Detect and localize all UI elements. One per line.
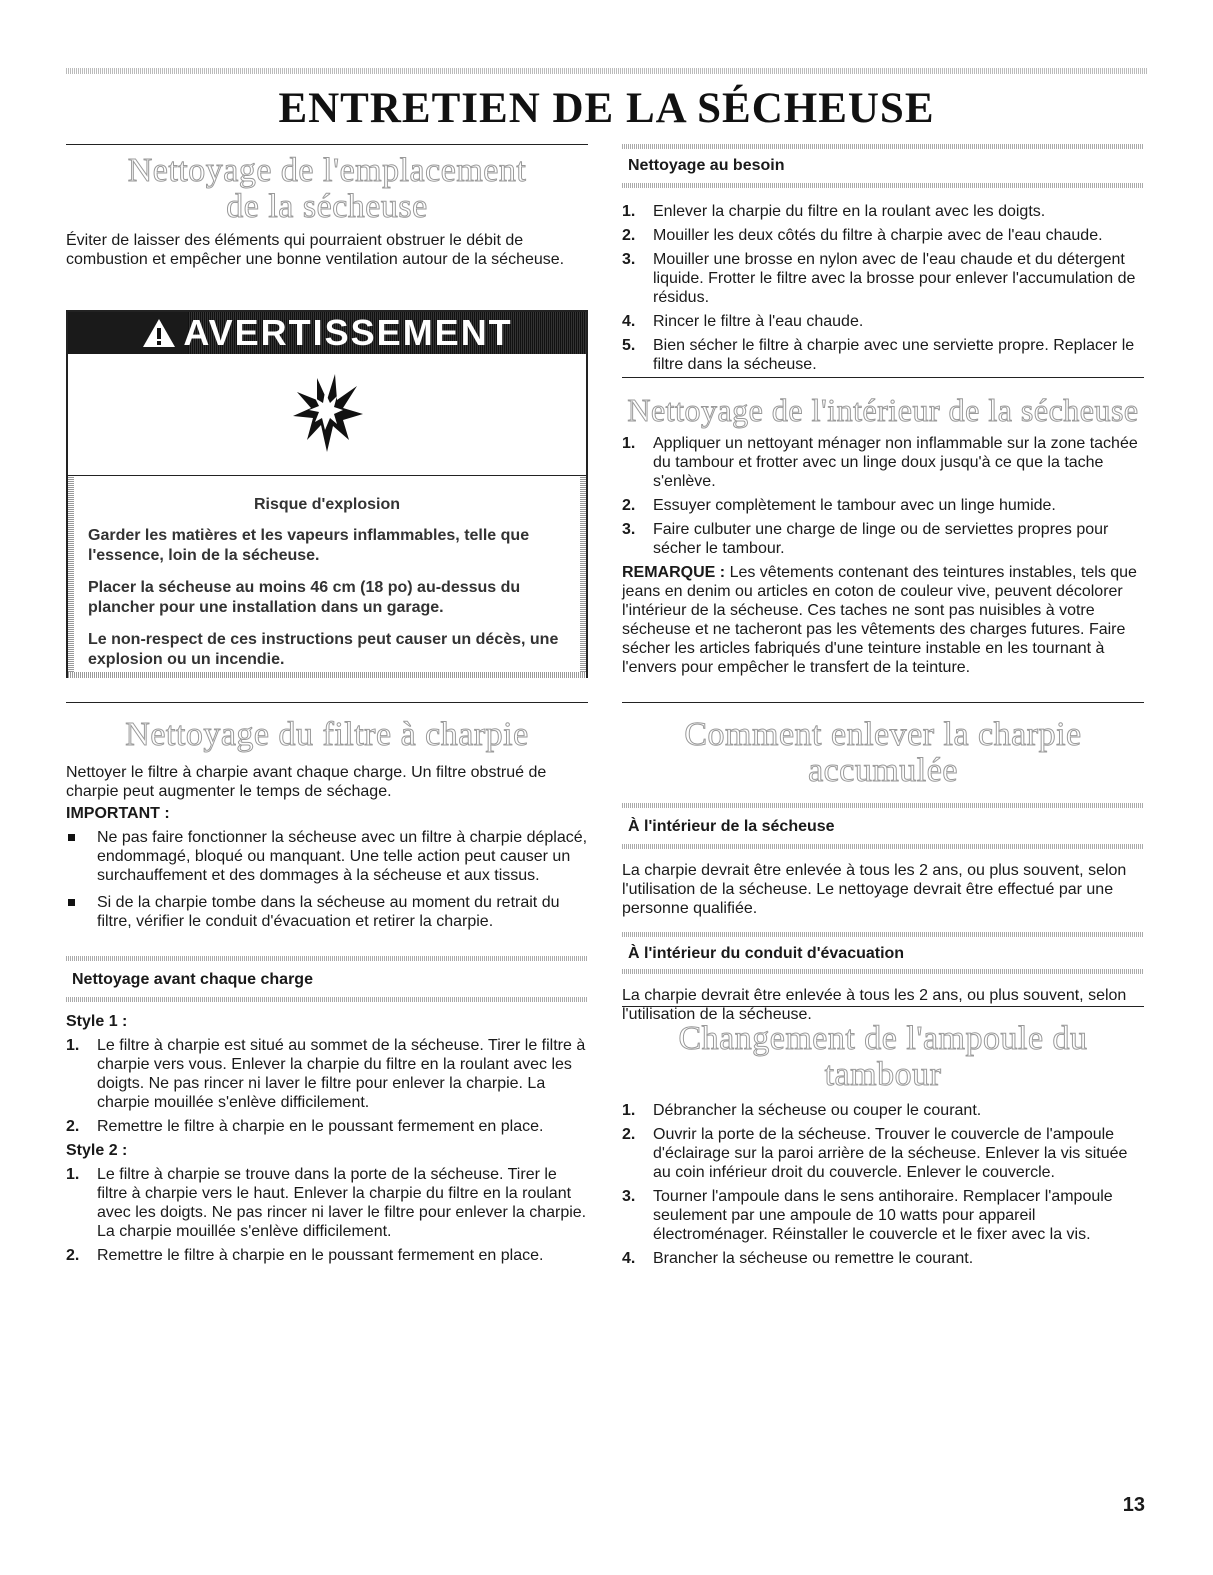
subhead: Nettoyage avant chaque charge <box>72 971 313 988</box>
top-decorative-bar <box>66 68 1148 74</box>
warning-triangle-icon <box>141 317 177 349</box>
style2-label: Style 2 : <box>66 1142 128 1159</box>
hatch-rule <box>622 183 1144 188</box>
subhead: À l'intérieur de la sécheuse <box>628 818 835 835</box>
list-item: 1. Le filtre à charpie se trouve dans la porte de la sécheuse. Tirer le filtre à charpie vers le haut. Enlever la charpie du filtre en la roulant avec les doigts. Ne pas rincer ni laver le filtre pour enlever la charpie. La charpie mouillée s'enlève difficilement. <box>66 1166 587 1240</box>
list-item: 3. Tourner l'ampoule dans le sens antihoraire. Remplacer l'ampoule seulement par une ampoule de 10 watts pour appareil électroménager. Réinstaller le couvercle et le fixer avec la vis. <box>622 1188 1113 1243</box>
ampoule-steps <box>622 1101 1144 1268</box>
list-item: 3. Mouiller une brosse en nylon avec de l'eau chaude et du détergent liquide. Frotter le filtre avec la brosse pour enlever l'accumulation de résidus. <box>622 251 1136 306</box>
hatch-rule <box>622 844 1144 849</box>
section-title-line2: tambour <box>824 1056 942 1093</box>
section-ampoule <box>622 1006 1144 1273</box>
list-item: 2. Essuyer complètement le tambour avec un linge humide. <box>622 497 1056 514</box>
list-item: Ne pas faire fonctionner la sécheuse avec un filtre à charpie déplacé, endommagé, bloqué ou manquant. Une telle action peut causer un surchauffement et des dommages à la sécheuse et aux tissus. <box>66 828 588 885</box>
warning-risk: Risque d'explosion <box>253 496 401 513</box>
list-item: 3. Faire culbuter une charge de linge ou de serviettes propres pour sécher le tambour. <box>622 521 1109 557</box>
filtre-body: Nettoyer le filtre à charpie avant chaque charge. Un filtre obstrué de charpie peut augmenter le temps de séchage. <box>66 764 547 800</box>
page-number: 13 <box>1122 1494 1145 1516</box>
hatch-rule <box>622 803 1144 808</box>
list-item: 1. Le filtre à charpie est situé au sommet de la sécheuse. Tirer le filtre à charpie vers vous. Enlever la charpie du filtre en la roulant avec les doigts. Ne pas rincer ni laver le filtre pour enlever la charpie. La charpie mouillée s'enlève difficilement. <box>66 1037 586 1111</box>
section-rule <box>622 377 1144 378</box>
section-title-line1: Changement de l'ampoule du <box>678 1020 1088 1057</box>
section-title-line1: Nettoyage de l'emplacement <box>127 152 527 189</box>
list-item: 2. Mouiller les deux côtés du filtre à charpie avec de l'eau chaude. <box>622 227 1103 244</box>
list-item: 1. Appliquer un nettoyant ménager non inflammable sur la zone tachée du tambour et frotter avec un linge doux jusqu'à ce que la tache s'enlève. <box>622 435 1138 490</box>
list-item: 4. Rincer le filtre à l'eau chaude. <box>622 313 864 330</box>
list-item: Si de la charpie tombe dans la sécheuse au moment du retrait du filtre, vérifier le conduit d'évacuation et retirer la charpie. <box>66 893 588 931</box>
warning-para-3: Le non-respect de ces instructions peut causer un décès, une explosion ou un incendie. <box>88 631 559 668</box>
list-item: 1. Enlever la charpie du filtre en la roulant avec les doigts. <box>622 203 1046 220</box>
list-item: 1. Débrancher la sécheuse ou couper le courant. <box>622 1102 982 1119</box>
section-title: Nettoyage de l'intérieur de la sécheuse <box>627 392 1139 428</box>
style1-steps <box>66 1036 588 1136</box>
style2-steps <box>66 1165 588 1265</box>
section-rule <box>622 1006 1144 1007</box>
hatch-rule <box>622 144 1144 149</box>
hatch-rule <box>66 997 588 1002</box>
section-avant-charge <box>66 956 588 1270</box>
list-item: 5. Bien sécher le filtre à charpie avec une serviette propre. Replacer le filtre dans la sécheuse. <box>622 337 1135 373</box>
section-title: Nettoyage du filtre à charpie <box>125 716 529 753</box>
explosion-icon <box>287 370 367 460</box>
warning-para-1: Garder les matières et les vapeurs inflammables, telle que l'essence, loin de la sécheuse. <box>88 527 530 564</box>
warning-heading: AVERTISSEMENT <box>183 312 513 353</box>
list-item: 2. Remettre le filtre à charpie en le poussant fermement en place. <box>66 1247 544 1264</box>
section-emplacement <box>66 144 588 269</box>
subhead: À l'intérieur du conduit d'évacuation <box>628 945 905 962</box>
page-title: ENTRETIEN DE LA SÉCHEUSE <box>278 85 935 132</box>
warning-icon-area <box>68 354 586 476</box>
interieur-steps <box>622 434 1144 558</box>
section-rule <box>66 144 588 145</box>
section-title-line2: de la sécheuse <box>226 188 428 225</box>
accumulee-body-1: La charpie devrait être enlevée à tous les 2 ans, ou plus souvent, selon l'utilisation de la sécheuse. Le nettoyage devrait être effectué par une personne qualifiée. <box>622 862 1127 917</box>
subhead: Nettoyage au besoin <box>628 157 785 174</box>
hatch-rule <box>622 932 1144 937</box>
section-interieur <box>622 377 1144 677</box>
warning-bottom-edge <box>68 672 586 678</box>
section-rule <box>622 702 1144 703</box>
remark-text: Les vêtements contenant des teintures instables, tels que jeans en denim ou articles en coton de couleur vive, peuvent décolorer l'intérieur de la sécheuse. Ces taches ne sont pas nuisibles à votre sécheuse et ne tacheront pas les vêtements des charges futures. Faire sécher les articles fabriqués d'une teinture instable en les tournant à l'envers pour empêcher le transfert de la teinture. <box>622 564 1137 676</box>
style1-label: Style 1 : <box>66 1013 128 1030</box>
list-item: 2. Remettre le filtre à charpie en le poussant fermement en place. <box>66 1118 544 1135</box>
hatch-rule <box>66 956 588 961</box>
section-besoin <box>622 144 1144 379</box>
accumulee-body-2: La charpie devrait être enlevée à tous les 2 ans, ou plus souvent, selon l'utilisation de la sécheuse. <box>622 987 1127 1023</box>
section-rule <box>66 702 588 703</box>
section-filtre <box>66 702 588 939</box>
list-item: 2. Ouvrir la porte de la sécheuse. Trouver le couvercle de l'ampoule d'éclairage sur la paroi arrière de la sécheuse. Enlever la vis située au coin inférieur droit du couvercle. Enlever le couvercle. <box>622 1126 1128 1181</box>
warning-para-2: Placer la sécheuse au moins 46 cm (18 po) au-dessus du plancher pour une installation dans un garage. <box>88 579 521 616</box>
list-item: 4. Brancher la sécheuse ou remettre le courant. <box>622 1250 974 1267</box>
besoin-steps <box>622 202 1144 374</box>
filtre-bullets <box>66 828 588 931</box>
emplacement-body: Éviter de laisser des éléments qui pourraient obstruer le débit de combustion et empêcher une bonne ventilation autour de la sécheuse. <box>66 232 565 268</box>
warning-box <box>66 310 588 678</box>
section-title-line1: Comment enlever la charpie <box>684 716 1082 753</box>
remark <box>622 563 1144 677</box>
section-accumulee <box>622 702 1144 1024</box>
section-title-line2: accumulée <box>808 752 958 789</box>
warning-body <box>68 476 586 676</box>
hatch-rule <box>622 969 1144 974</box>
remark-label: REMARQUE : <box>622 564 726 581</box>
warning-header <box>68 312 586 354</box>
important-label: IMPORTANT : <box>66 805 170 822</box>
